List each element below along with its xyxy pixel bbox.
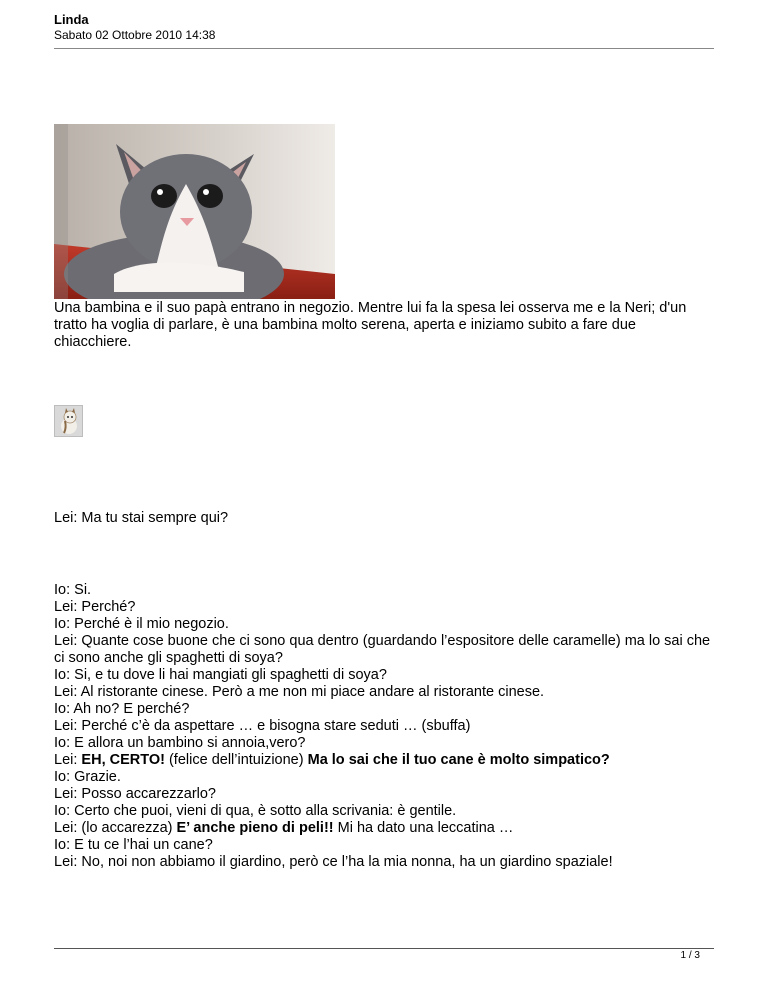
dialog-line: Lei: Perché? [54,599,136,615]
document-header [54,12,714,43]
dialog-line: Io: Ah no? E perché? [54,701,190,717]
page-number: 1 / 3 [680,950,700,961]
intro-paragraph: Una bambina e il suo papà entrano in negozio. Mentre lui fa la spesa lei osserva me e la Neri; d'un tratto ha voglia di parlare, è una bambina molto serena, aperta e iniziamo subito a fare due chiacchiere. [54,300,687,350]
dialog-block [54,582,714,871]
bold-exclamation: EH, CERTO! [81,752,165,768]
dialog-line: Lei: Quante cose buone che ci sono qua dentro (guardando l’espositore delle caramelle) ma lo sai che ci sono anche gli spaghetti di soya? [54,633,711,666]
cat-icon [54,405,83,437]
bold-question: Ma lo sai che il tuo cane è molto simpatico? [307,752,610,768]
dialog-line: Io: E allora un bambino si annoia,vero? [54,735,306,751]
header-divider [54,48,714,49]
dialog-line: Lei: Al ristorante cinese. Però a me non mi piace andare al ristorante cinese. [54,684,545,700]
speaker-prefix: Lei: [54,752,82,768]
bold-exclamation: E’ anche pieno di peli!! [176,820,334,836]
dialog-line: Io: E tu ce l’hai un cane? [54,837,213,853]
dialog-line: Io: Grazie. [54,769,121,785]
dialog-line [54,820,714,837]
document-date: Sabato 02 Ottobre 2010 14:38 [54,28,216,42]
dialog-line: Io: Certo che puoi, vieni di qua, è sotto alla scrivania: è gentile. [54,803,457,819]
dialog-line: Io: Si, e tu dove li hai mangiati gli spaghetti di soya? [54,667,387,683]
dialog-line [54,752,714,769]
dialog-line: Io: Perché è il mio negozio. [54,616,229,632]
dialog-line: Lei: Posso accarezzarlo? [54,786,216,802]
dialog-opening-line: Lei: Ma tu stai sempre qui? [54,510,229,526]
document-title: Linda [54,12,89,27]
dialog-line: Lei: Perché c’è da aspettare … e bisogna stare seduti … (sbuffa) [54,718,471,734]
kitten-photo [54,124,335,299]
footer-divider [54,948,714,949]
stage-direction: (felice dell’intuizione) [164,752,308,768]
dialog-tail: Mi ha dato una leccatina … [333,820,514,836]
dialog-line: Io: Si. [54,582,92,598]
stage-direction: Lei: (lo accarezza) [54,820,177,836]
dialog-line: Lei: No, noi non abbiamo il giardino, però ce l’ha la mia nonna, ha un giardino spaziale! [54,854,613,870]
